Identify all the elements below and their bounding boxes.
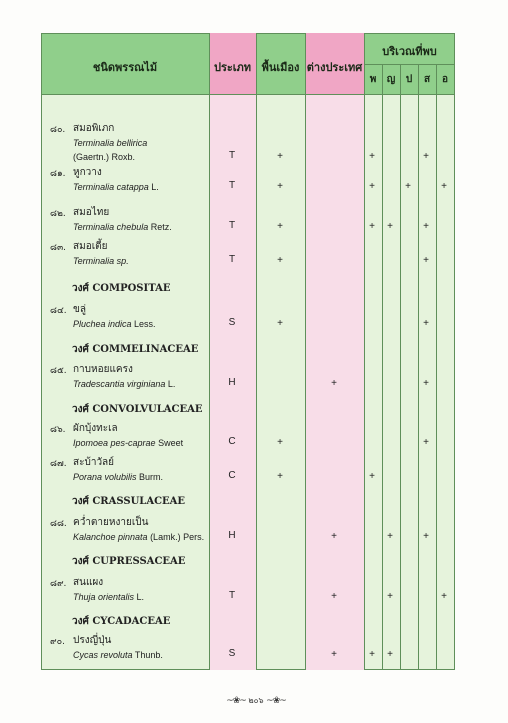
latin-binomial: Kalanchoe pinnata	[73, 532, 148, 542]
row-number: ๘๕.	[50, 366, 67, 376]
thai-name: หูกวาง	[73, 167, 102, 178]
latin-binomial: Terminalia bellirica	[73, 138, 148, 148]
scientific-name	[73, 138, 147, 148]
area-mark: +	[423, 318, 429, 329]
thai-name: สมอเตี้ย	[73, 241, 108, 252]
family-heading: วงศ์ CYCADACEAE	[72, 616, 171, 627]
area-mark: +	[423, 378, 429, 389]
divider	[400, 65, 401, 670]
area-mark: +	[387, 531, 393, 542]
divider	[41, 94, 455, 95]
latin-binomial: Ipomoea pes-caprae	[73, 438, 156, 448]
latin-binomial: Terminalia sp.	[73, 256, 129, 266]
scientific-name	[73, 438, 183, 448]
scientific-name	[73, 650, 163, 660]
type-value: T	[228, 150, 236, 161]
area-mark: +	[423, 437, 429, 448]
author-citation: Thunb.	[132, 650, 163, 660]
thai-name: ปรงญี่ปุ่น	[73, 635, 112, 646]
latin-binomial: Porana volubilis	[73, 472, 137, 482]
type-value: T	[228, 180, 236, 191]
type-value: T	[228, 220, 236, 231]
divider	[305, 33, 306, 670]
area-mark: +	[441, 181, 447, 192]
foreign-mark: +	[331, 378, 337, 389]
thai-name: กาบหอยแครง	[73, 364, 133, 375]
area-mark: +	[369, 221, 375, 232]
native-mark: +	[277, 255, 283, 266]
area-mark: +	[441, 591, 447, 602]
area-mark: +	[423, 221, 429, 232]
row-number: ๘๗.	[50, 459, 67, 469]
scientific-name	[73, 182, 159, 192]
native-mark: +	[277, 221, 283, 232]
type-value: C	[228, 470, 236, 481]
type-value: H	[228, 530, 236, 541]
thai-name: สนแผง	[73, 577, 104, 588]
row-number: ๘๙.	[50, 579, 67, 589]
native-header: พื้นเมือง	[261, 61, 300, 74]
row-number: ๘๖.	[50, 425, 66, 435]
foreign-mark: +	[331, 649, 337, 660]
type-value: S	[228, 648, 236, 659]
scientific-name	[73, 222, 172, 232]
latin-binomial: Thuja orientalis	[73, 592, 135, 602]
scientific-name	[73, 256, 129, 266]
native-mark: +	[277, 471, 283, 482]
family-heading: วงศ์ COMMELINACEAE	[72, 344, 199, 355]
type-column-bg	[209, 33, 256, 670]
row-number: ๘๓.	[50, 243, 66, 253]
type-value: S	[228, 317, 236, 328]
area-sub-header: ป	[405, 74, 413, 85]
author-citation: (Lamk.) Pers.	[147, 532, 205, 542]
area-sub-header: ญ	[386, 74, 396, 85]
page-footer	[206, 694, 306, 708]
latin-binomial: Cycas revoluta	[73, 650, 133, 660]
family-heading: วงศ์ COMPOSITAE	[72, 283, 171, 294]
foreign-header: ต่างประเทศ	[306, 61, 363, 74]
area-mark: +	[387, 221, 393, 232]
latin-binomial: Pluchea indica	[73, 319, 132, 329]
ornament-icon: ~❀~	[266, 696, 286, 706]
area-mark: +	[387, 649, 393, 660]
scientific-name	[73, 472, 163, 482]
author-citation: (Gaertn.) Roxb.	[73, 152, 136, 162]
author-citation: Burm.	[136, 472, 164, 482]
thai-name: ผักบุ้งทะเล	[73, 423, 118, 434]
row-number: ๘๐.	[50, 125, 66, 135]
area-sub-header: พ	[369, 74, 377, 85]
native-mark: +	[277, 318, 283, 329]
type-value: T	[228, 590, 236, 601]
foreign-mark: +	[331, 531, 337, 542]
species-header: ชนิดพรรณไม้	[92, 61, 158, 74]
area-mark: +	[369, 151, 375, 162]
type-value: C	[228, 436, 236, 447]
page-number: ๒๐๖	[248, 696, 264, 705]
type-header: ประเภท	[213, 61, 252, 74]
area-mark: +	[369, 649, 375, 660]
divider	[436, 65, 437, 670]
thai-name: สมอไทย	[73, 207, 110, 218]
row-number: ๘๑.	[50, 169, 66, 179]
foreign-column-bg	[305, 33, 364, 670]
area-mark: +	[387, 591, 393, 602]
author-citation: L.	[165, 379, 176, 389]
divider	[382, 65, 383, 670]
row-number: ๘๘.	[50, 519, 67, 529]
divider	[209, 33, 210, 670]
latin-binomial: Tradescantia virginiana	[73, 379, 166, 389]
foreign-mark: +	[331, 591, 337, 602]
type-value: T	[228, 254, 236, 265]
thai-name: สะบ้าวัลย์	[73, 457, 115, 468]
type-value: H	[228, 377, 236, 388]
area-mark: +	[423, 151, 429, 162]
thai-name: ควํ่าตายหงายเป็น	[73, 517, 149, 528]
author-citation: L.	[148, 182, 159, 192]
family-heading: วงศ์ CONVOLVULACEAE	[72, 404, 203, 415]
author-citation: Sweet	[155, 438, 184, 448]
author-citation: L.	[134, 592, 145, 602]
author-citation: Retz.	[148, 222, 172, 232]
native-mark: +	[277, 151, 283, 162]
native-mark: +	[277, 181, 283, 192]
author-citation: Less.	[131, 319, 156, 329]
area-mark: +	[423, 255, 429, 266]
thai-name: ขลู่	[73, 304, 86, 315]
area-mark: +	[369, 181, 375, 192]
latin-binomial: Terminalia catappa	[73, 182, 149, 192]
divider	[364, 64, 455, 65]
scientific-name	[73, 532, 204, 542]
area-mark: +	[405, 181, 411, 192]
ornament-icon: ~❀~	[226, 696, 246, 706]
latin-binomial: Terminalia chebula	[73, 222, 149, 232]
area-sub-header: ส	[423, 74, 431, 85]
thai-name: สมอพิเภก	[73, 123, 115, 134]
area-sub-header: อ	[441, 74, 448, 85]
family-heading: วงศ์ CUPRESSACEAE	[72, 556, 186, 567]
area-header: บริเวณที่พบ	[382, 45, 437, 58]
row-number: ๘๔.	[50, 306, 67, 316]
divider	[364, 33, 365, 670]
divider	[256, 33, 257, 670]
family-heading: วงศ์ CRASSULACEAE	[72, 496, 186, 507]
scientific-name	[73, 379, 175, 389]
area-mark: +	[369, 471, 375, 482]
native-mark: +	[277, 437, 283, 448]
area-mark: +	[423, 531, 429, 542]
scientific-name	[73, 319, 156, 329]
row-number: ๘๒.	[50, 209, 66, 219]
scientific-name	[73, 592, 144, 602]
row-number: ๙๐.	[50, 637, 65, 647]
